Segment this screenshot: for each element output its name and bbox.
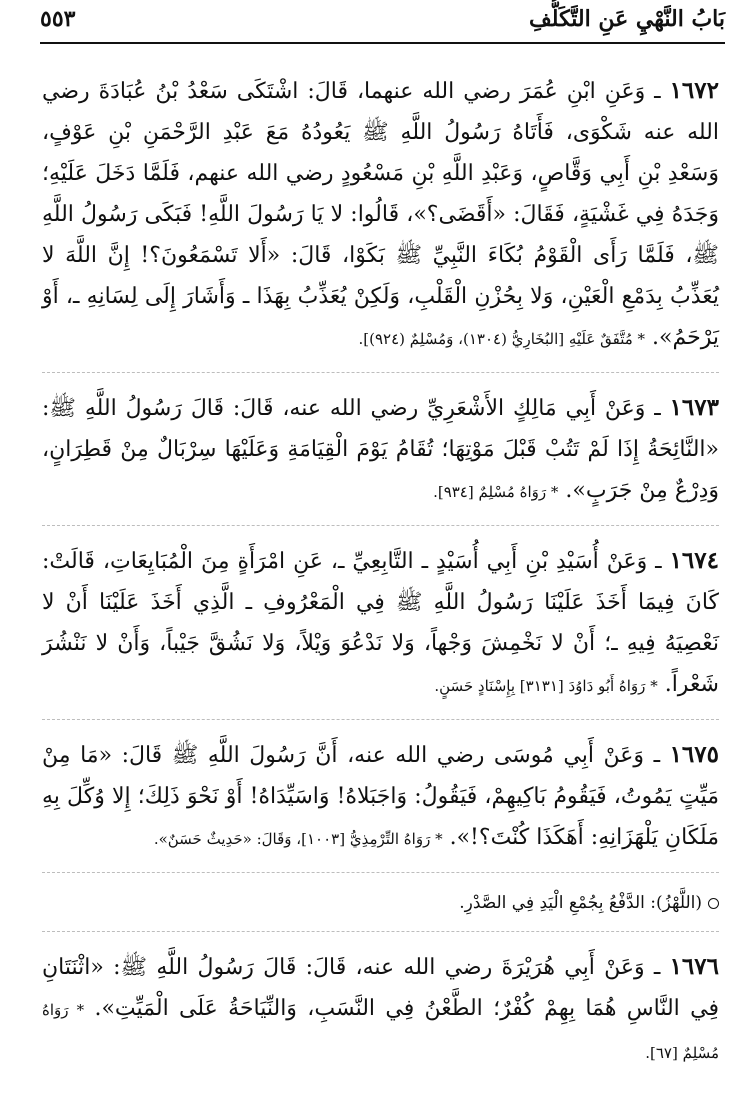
hadith-source: * مُتَّفَقٌ عَلَيْهِ [البُخَارِيُّ (١٣٠٤)، وَمُسْلِمٌ (٩٢٤)]. (358, 330, 646, 348)
hadith-text: ـ وَعَنْ أُسَيْدِ بْنِ أَبِي أُسَيْدٍ ـ التَّابِعِيِّ ـ، عَنِ امْرَأَةٍ مِنَ الْمُبَايِعَاتِ، قَالَتْ: كَانَ فِيمَا أَخَذَ عَلَيْنَا رَسُولُ اللَّهِ ﷺ فِي الْمَعْرُوفِ ـ الَّذِي أَخَذَ عَلَيْنَا أَنْ لا نَعْصِيَهُ فِيهِ ـ؛ أَنْ لا نَخْمِشَ وَجْهاً، وَلا نَدْعُوَ وَيْلاً، وَلا نَشُقَّ جَيْباً، وَأَنْ لا نَنْشُرَ شَعْراً. (42, 549, 719, 697)
hadith-paragraph (42, 70, 719, 360)
hadith-number: ١٦٧٣ (669, 394, 719, 421)
separator (42, 872, 719, 873)
hadith-1672 (42, 70, 719, 360)
hadith-text: ـ وَعَنْ أَبِي هُرَيْرَةَ رضي الله عنه، قَالَ: قَالَ رَسُولُ اللَّهِ ﷺ: «اثْنَتَانِ فِي النَّاسِ هُمَا بِهِمْ كُفْرٌ؛ الطَّعْنُ فِي النَّسَبِ، وَالنِّيَاحَةُ عَلَى الْمَيِّتِ». (42, 955, 719, 1021)
page-header (40, 0, 725, 48)
separator (42, 719, 719, 720)
hadith-number: ١٦٧٦ (669, 953, 719, 980)
hadith-1676 (42, 946, 719, 1074)
page-body (42, 70, 719, 1084)
separator (42, 525, 719, 526)
footnote-text: (اللَّهْزُ): الدَّفْعُ بِجُمْعِ الْيَدِ فِي الصَّدْرِ. (459, 893, 702, 913)
chapter-title: بَابُ النَّهْيِ عَنِ التَّكَلُّفِ (529, 6, 725, 32)
hadith-number: ١٦٧٤ (669, 547, 719, 574)
hadith-source: * رَوَاهُ مُسْلِمٌ [٦٧]. (42, 1001, 719, 1062)
hadith-source: * رَوَاهُ مُسْلِمٌ [٩٣٤]. (433, 483, 559, 501)
hadith-text: ـ وَعَنْ أَبِي مُوسَى رضي الله عنه، أَنَّ رَسُولَ اللَّهِ ﷺ قَالَ: «مَا مِنْ مَيِّتٍ يَمُوتُ، فَيَقُومُ بَاكِيهِمْ، فَيَقُولُ: وَاجَبَلاهُ! وَاسَيِّدَاهُ! أَوْ نَحْوَ ذَلِكَ؛ إِلا وُكِّلَ بِهِ مَلَكَانِ يَلْهَزَانِهِ: أَهَكَذَا كُنْتَ؟!». (42, 743, 719, 850)
page-number: ٥٥٣ (40, 6, 76, 32)
hadith-1675 (42, 734, 719, 860)
footnote (42, 887, 719, 919)
header-rule (40, 42, 725, 44)
hadith-text: ـ وَعَنْ أَبِي مَالِكٍ الأَشْعَرِيِّ رضي الله عنه، قَالَ: قَالَ رَسُولُ اللَّهِ ﷺ: «النَّائِحَةُ إِذَا لَمْ تَتُبْ قَبْلَ مَوْتِهَا؛ تُقَامُ يَوْمَ الْقِيَامَةِ وَعَلَيْهَا سِرْبَالٌ مِنْ قَطِرَانٍ، وَدِرْعٌ مِنْ جَرَبٍ». (42, 396, 719, 503)
hadith-paragraph (42, 540, 719, 707)
hadith-source: * رَوَاهُ أَبُو دَاوُدَ [٣١٣١] بِإِسْنَادٍ حَسَنٍ. (434, 677, 658, 695)
hadith-text: ـ وَعَنِ ابْنِ عُمَرَ رضي الله عنهما، قَالَ: اشْتَكَى سَعْدُ بْنُ عُبَادَةَ رضي الله عنه شَكْوَى، فَأَتَاهُ رَسُولُ اللَّهِ ﷺ يَعُودُهُ مَعَ عَبْدِ الرَّحْمَنِ بْنِ عَوْفٍ، وَسَعْدِ بْنِ أَبِي وَقَّاصٍ، وَعَبْدِ اللَّهِ بْنِ مَسْعُودٍ رضي الله عنهم، فَلَمَّا دَخَلَ عَلَيْهِ؛ وَجَدَهُ فِي غَشْيَةٍ، فَقَالَ: «أَقَضَى؟»، قَالُوا: لا يَا رَسُولَ اللَّهِ! فَبَكَى رَسُولُ اللَّهِ ﷺ، فَلَمَّا رَأَى الْقَوْمُ بُكَاءَ النَّبِيِّ ﷺ بَكَوْا، قَالَ: «أَلا تَسْمَعُونَ؟! إِنَّ اللَّهَ لا يُعَذِّبُ بِدَمْعِ الْعَيْنِ، وَلا بِحُزْنِ الْقَلْبِ، وَلَكِنْ يُعَذِّبُ بِهَذَا ـ وَأَشَارَ إِلَى لِسَانِهِ ـ، أَوْ يَرْحَمُ». (42, 79, 719, 350)
circle-bullet-icon (708, 898, 719, 909)
hadith-number: ١٦٧٥ (669, 741, 719, 768)
hadith-number: ١٦٧٢ (669, 77, 719, 104)
hadith-1674 (42, 540, 719, 707)
hadith-1673 (42, 387, 719, 513)
hadith-paragraph (42, 734, 719, 860)
separator (42, 931, 719, 932)
hadith-source: * رَوَاهُ التِّرْمِذِيُّ [١٠٠٣]، وَقَالَ: «حَدِيثٌ حَسَنٌ». (153, 830, 443, 848)
hadith-paragraph (42, 387, 719, 513)
separator (42, 372, 719, 373)
hadith-paragraph (42, 946, 719, 1074)
